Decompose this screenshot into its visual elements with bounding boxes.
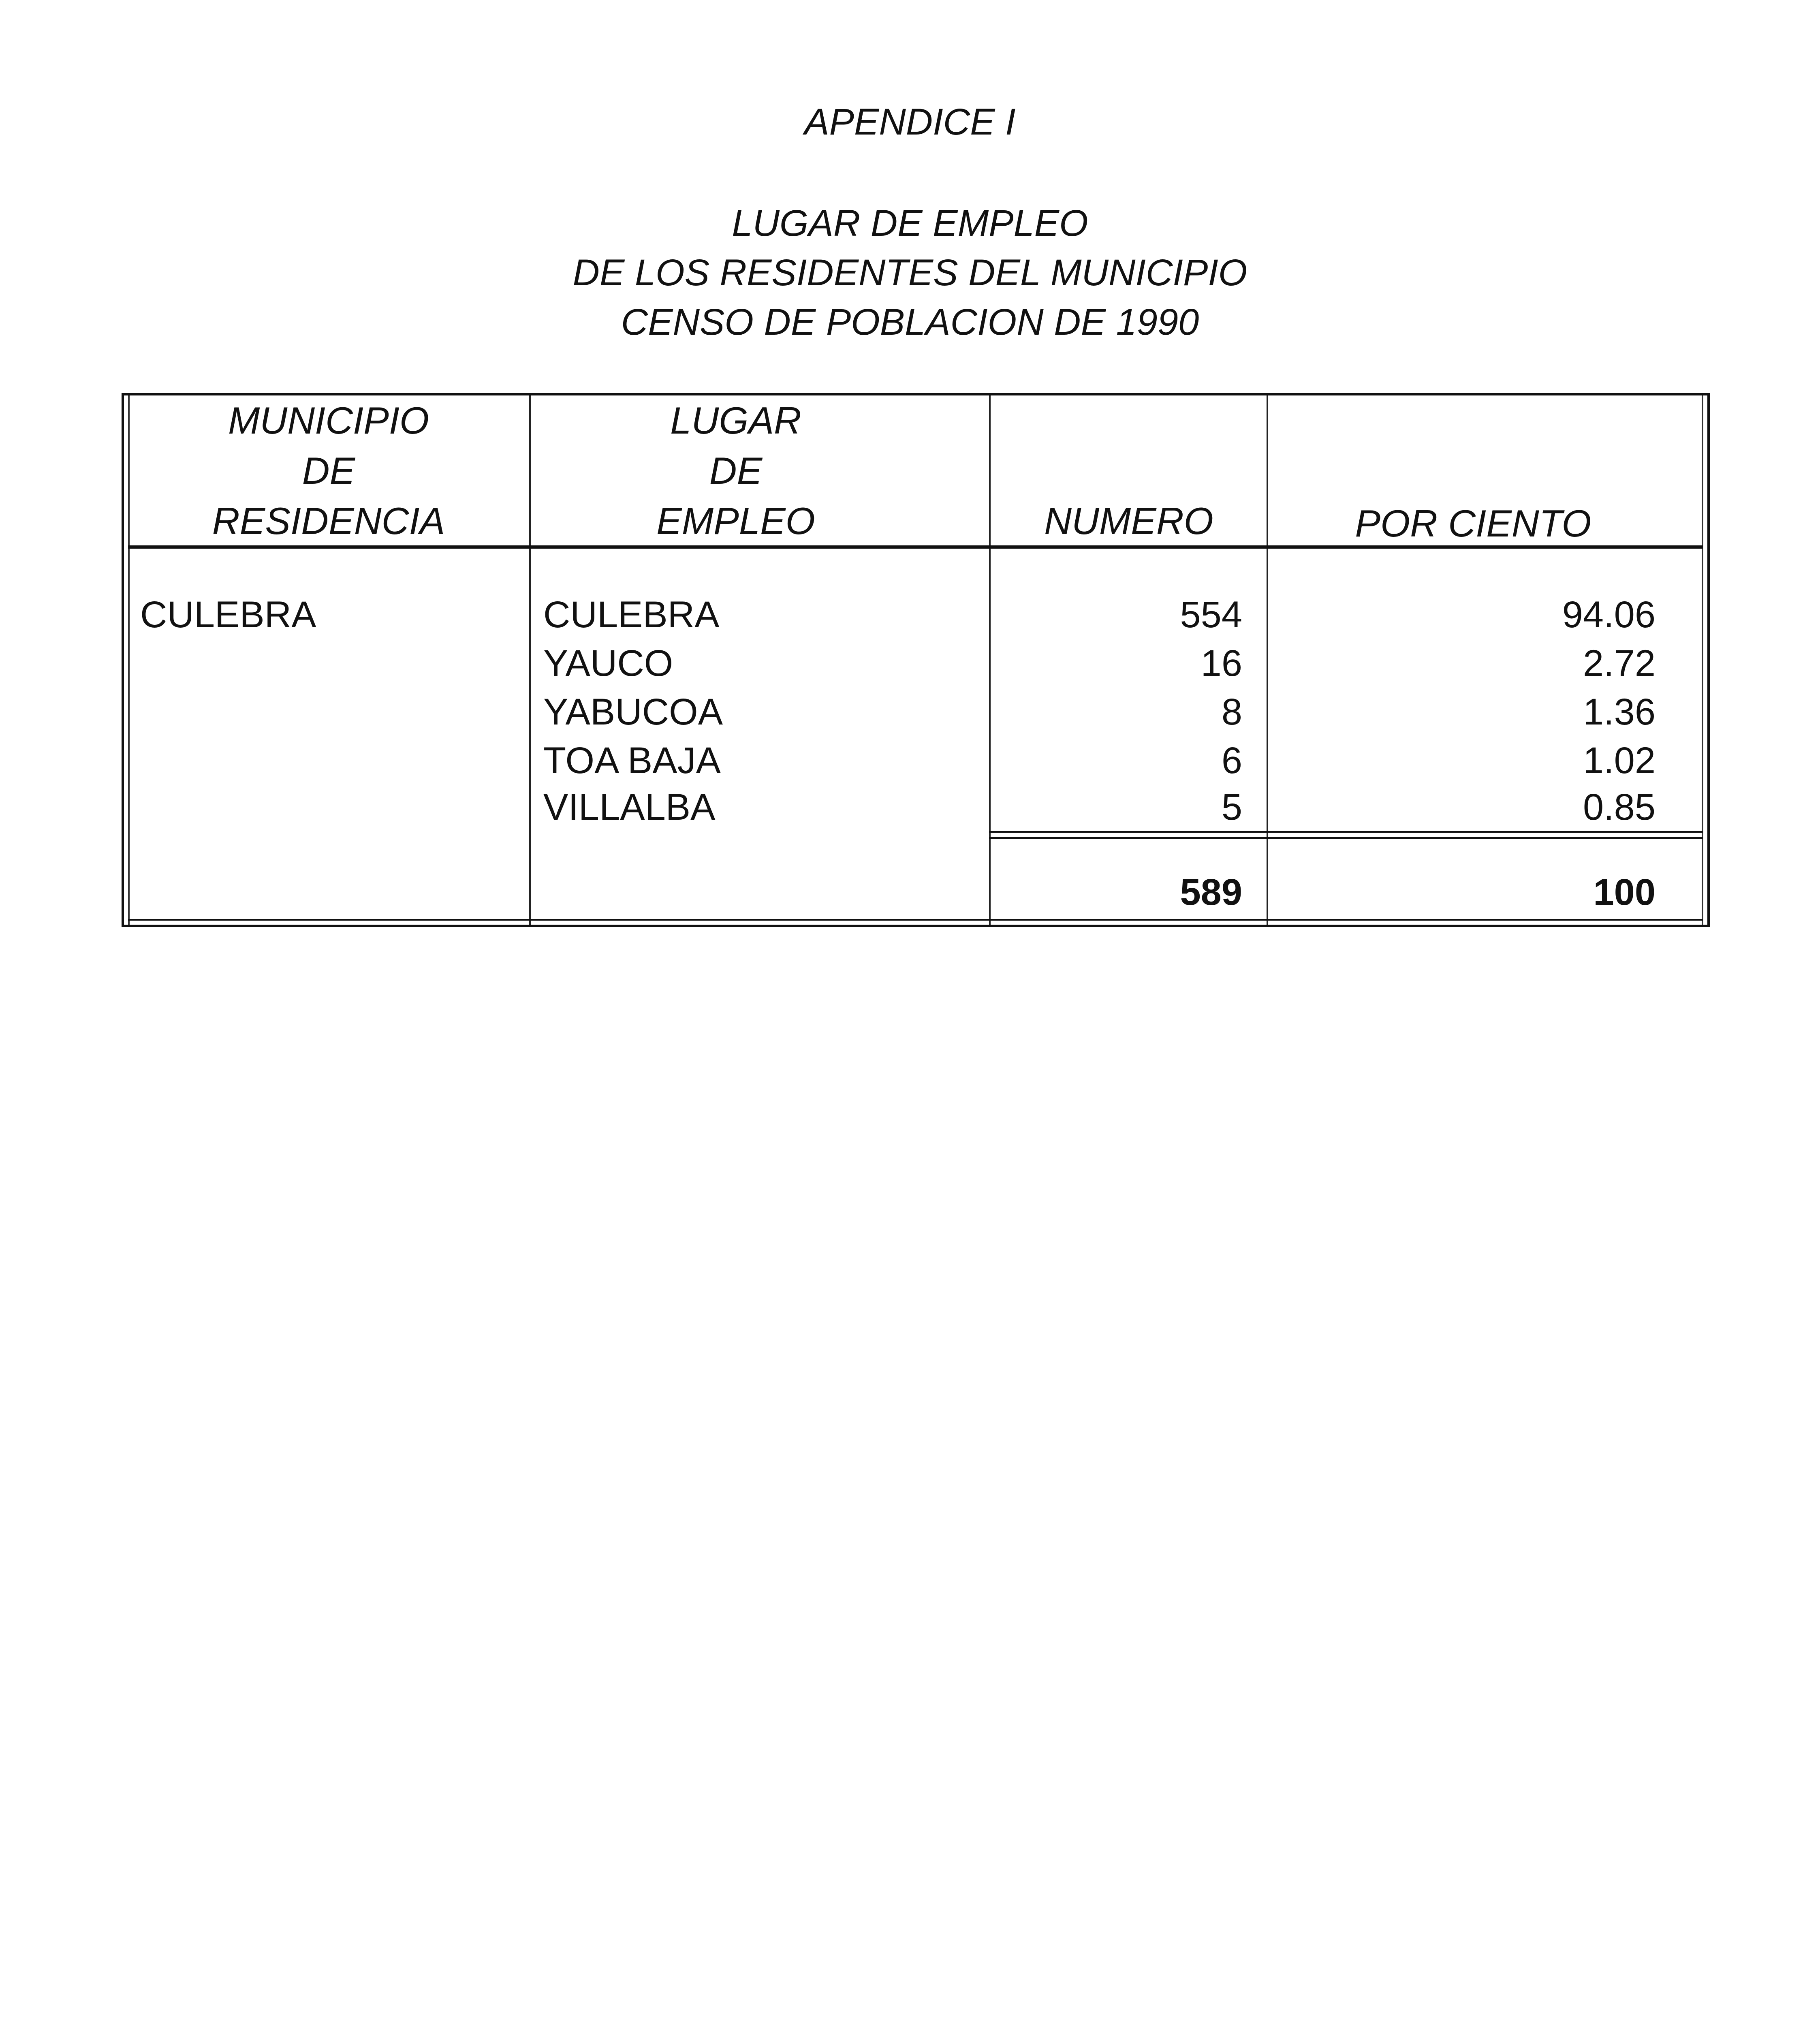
header-residence-line-3: RESIDENCIA [212,500,445,542]
subtitle-line-3: CENSO DE POBLACION DE 1990 [621,301,1199,343]
document-subtitle [0,199,1820,347]
row-percent: 0.85 [1583,786,1656,828]
table-border-right [1702,395,1703,925]
divider-col-3 [1267,395,1268,925]
subtitle-line-1: LUGAR DE EMPLEO [732,203,1088,244]
row-number: 16 [1201,643,1242,684]
header-workplace-line-3: EMPLEO [656,500,815,542]
header-workplace-line-2: DE [709,449,763,492]
header-percent: POR CIENTO [1355,502,1591,545]
row-place: YAUCO [543,643,673,684]
row-number: 5 [1221,786,1242,828]
header-residence-line-1: MUNICIPIO [228,399,429,442]
residence-municipality: CULEBRA [140,594,316,635]
row-place: VILLALBA [543,786,716,828]
header-workplace-line-1: LUGAR [670,399,801,442]
row-number: 554 [1180,594,1242,635]
employment-table [122,393,1710,927]
row-place: CULEBRA [543,594,720,635]
divider-col-1 [529,395,531,925]
appendix-title: APENDICE I [804,101,1016,143]
header-number: NUMERO [1044,500,1213,542]
row-percent: 94.06 [1562,594,1656,635]
total-rule-double [989,837,1703,839]
bottom-rule [128,919,1703,921]
row-percent: 2.72 [1583,643,1656,684]
header-residence [132,395,525,546]
total-percent: 100 [1593,872,1656,913]
row-place: YABUCOA [543,691,723,733]
divider-col-2 [989,395,991,925]
row-place: TOA BAJA [543,740,721,781]
row-percent: 1.36 [1583,691,1656,733]
header-workplace [533,395,938,546]
header-residence-line-2: DE [302,449,355,492]
total-number: 589 [1180,872,1242,913]
row-number: 8 [1221,691,1242,733]
subtitle-line-2: DE LOS RESIDENTES DEL MUNICIPIO [572,252,1248,293]
row-percent: 1.02 [1583,740,1656,781]
table-border-left [128,395,130,925]
row-number: 6 [1221,740,1242,781]
